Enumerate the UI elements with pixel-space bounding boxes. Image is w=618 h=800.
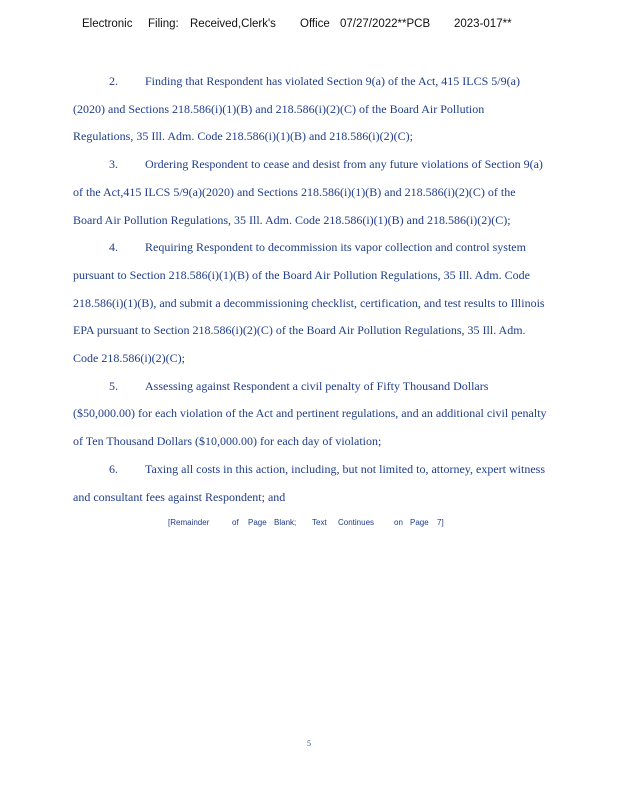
paragraph-line: (2020) and Sections 218.586(i)(1)(B) and 218.586(i)(2)(C) of the Board Air Pollution [73, 101, 485, 116]
paragraph-line: Assessing against Respondent a civil penalty of Fifty Thousand Dollars [145, 378, 489, 393]
note-word: Blank; [274, 518, 297, 527]
paragraph-number: 5. [109, 378, 118, 393]
paragraph-line: Board Air Pollution Regulations, 35 Ill. Adm. Code 218.586(i)(1)(B) and 218.586(i)(2)(C); [73, 212, 511, 227]
note-word: Continues [338, 518, 375, 527]
paragraph-number: 4. [109, 240, 118, 255]
document-body [73, 68, 613, 511]
paragraph-line: Ordering Respondent to cease and desist from any future violations of Section 9(a) [145, 157, 543, 172]
paragraph-line: EPA pursuant to Section 218.586(i)(2)(C) of the Board Air Pollution Regulations, 35 Ill. Adm. [73, 323, 526, 338]
paragraph-line: of Ten Thousand Dollars ($10,000.00) for each day of violation; [73, 434, 382, 449]
note-word: Page [410, 518, 429, 527]
header-word-electronic: Electronic [82, 18, 133, 30]
paragraph-3 [73, 151, 613, 234]
note-word: [Remainder [168, 518, 210, 527]
paragraph-number: 3. [109, 157, 118, 172]
paragraph-5 [73, 373, 613, 456]
paragraph-number: 2. [109, 74, 118, 88]
header-case-number: 2023-017** [454, 18, 512, 30]
paragraph-line: pursuant to Section 218.586(i)(1)(B) of the Board Air Pollution Regulations, 35 Ill. Adm. Code [73, 267, 530, 282]
paragraph-line: Requiring Respondent to decommission its vapor collection and control system [145, 240, 526, 255]
note-word: on [394, 518, 403, 527]
header-word-filing: Filing: [148, 18, 179, 30]
paragraph-line: 218.586(i)(1)(B), and submit a decommissioning checklist, certification, and test results to Illinois [73, 295, 545, 310]
paragraph-line: Regulations, 35 Ill. Adm. Code 218.586(i)(1)(B) and 218.586(i)(2)(C); [73, 129, 413, 144]
paragraph-6 [73, 456, 613, 511]
paragraph-line: and consultant fees against Respondent; and [73, 489, 286, 504]
filing-header [0, 18, 618, 38]
page-number: 5 [307, 739, 311, 748]
note-word: Text [312, 518, 327, 527]
note-word: Page [248, 518, 267, 527]
paragraph-4 [73, 234, 613, 373]
header-date: 07/27/2022**PCB [340, 18, 431, 30]
paragraph-number: 6. [109, 461, 118, 476]
paragraph-2 [73, 68, 613, 151]
paragraph-line: Finding that Respondent has violated Section 9(a) of the Act, 415 ILCS 5/9(a) [145, 74, 520, 88]
note-word: of [232, 518, 239, 527]
header-word-received: Received,Clerk's [190, 18, 276, 30]
paragraph-line: Code 218.586(i)(2)(C); [73, 351, 185, 366]
header-word-office: Office [300, 18, 330, 30]
note-word: 7] [437, 518, 444, 527]
paragraph-line: of the Act,415 ILCS 5/9(a)(2020) and Sections 218.586(i)(1)(B) and 218.586(i)(2)(C) of the [73, 184, 516, 199]
paragraph-line: ($50,000.00) for each violation of the Act and pertinent regulations, and an additional civil penalty [73, 406, 547, 421]
paragraph-line: Taxing all costs in this action, including, but not limited to, attorney, expert witness [145, 461, 545, 476]
